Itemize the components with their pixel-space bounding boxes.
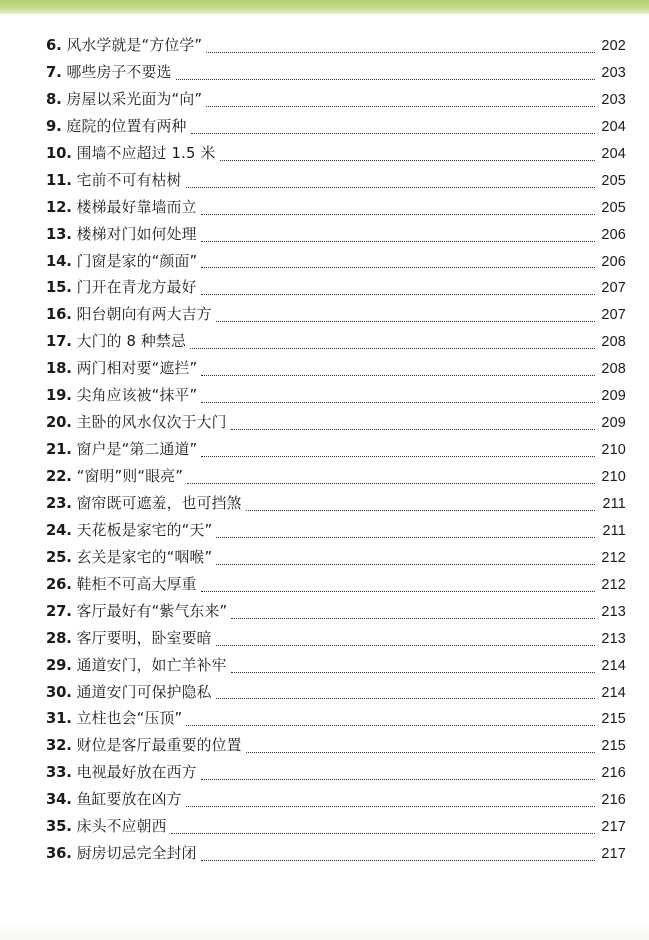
entry-number: 19. bbox=[46, 387, 72, 405]
toc-entry[interactable] bbox=[46, 841, 626, 868]
entry-title: 阳台朝向有两大吉方 bbox=[76, 306, 212, 324]
toc-entry[interactable] bbox=[46, 249, 626, 276]
entry-page: 205 bbox=[601, 199, 626, 216]
toc-entry[interactable] bbox=[46, 410, 626, 437]
dot-leader bbox=[201, 402, 595, 403]
entry-page: 216 bbox=[601, 765, 626, 782]
toc-entry[interactable] bbox=[46, 814, 626, 841]
entry-number: 16. bbox=[46, 306, 72, 324]
entry-number: 22. bbox=[46, 468, 72, 485]
toc-entry[interactable] bbox=[46, 680, 626, 707]
entry-page: 210 bbox=[601, 469, 626, 485]
entry-number: 18. bbox=[46, 360, 72, 378]
dot-leader bbox=[201, 267, 595, 268]
entry-title: “窗明”则“眼亮” bbox=[76, 468, 184, 485]
entry-page: 203 bbox=[601, 91, 626, 108]
entry-number: 6. bbox=[46, 37, 62, 54]
entry-title: 主卧的风水仅次于大门 bbox=[76, 414, 227, 432]
entry-page: 211 bbox=[602, 522, 626, 539]
entry-number: 11. bbox=[46, 171, 72, 189]
toc-entry[interactable] bbox=[46, 464, 626, 491]
entry-page: 212 bbox=[601, 549, 626, 566]
dot-leader bbox=[201, 779, 595, 780]
dot-leader bbox=[220, 160, 595, 161]
entry-number: 24. bbox=[46, 521, 72, 539]
entry-title: 鱼缸要放在凶方 bbox=[76, 791, 182, 809]
entry-title: 庭院的位置有两种 bbox=[66, 117, 187, 135]
entry-page: 215 bbox=[601, 738, 626, 755]
toc-entry[interactable] bbox=[46, 356, 626, 383]
entry-title: 天花板是家宅的“天” bbox=[76, 521, 213, 539]
entry-title: 尖角应该被“抹平” bbox=[76, 387, 198, 405]
toc-entry[interactable] bbox=[46, 787, 626, 814]
entry-number: 31. bbox=[46, 710, 72, 728]
entry-title: 宅前不可有枯树 bbox=[76, 171, 182, 189]
dot-leader bbox=[246, 510, 595, 511]
dot-leader bbox=[231, 672, 595, 673]
toc-entry[interactable] bbox=[46, 87, 626, 114]
dot-leader bbox=[186, 725, 595, 726]
toc-entry[interactable] bbox=[46, 383, 626, 410]
toc-entry[interactable] bbox=[46, 195, 626, 222]
dot-leader bbox=[201, 860, 595, 861]
entry-page: 206 bbox=[601, 226, 626, 243]
entry-title: 大门的 8 种禁忌 bbox=[76, 333, 187, 351]
table-of-contents bbox=[46, 33, 626, 868]
entry-title: 厨房切忌完全封闭 bbox=[76, 845, 197, 863]
dot-leader bbox=[186, 187, 595, 188]
entry-number: 23. bbox=[46, 494, 72, 512]
toc-entry[interactable] bbox=[46, 599, 626, 626]
entry-number: 30. bbox=[46, 683, 72, 701]
entry-number: 17. bbox=[46, 333, 72, 351]
entry-page: 203 bbox=[601, 64, 626, 81]
toc-entry[interactable] bbox=[46, 706, 626, 733]
entry-title: 楼梯对门如何处理 bbox=[76, 225, 197, 243]
dot-leader bbox=[201, 375, 595, 376]
dot-leader bbox=[231, 618, 595, 619]
entry-page: 210 bbox=[601, 442, 626, 459]
entry-number: 8. bbox=[46, 90, 62, 108]
toc-entry[interactable] bbox=[46, 491, 626, 518]
dot-leader bbox=[216, 645, 595, 646]
entry-number: 28. bbox=[46, 629, 72, 647]
entry-number: 35. bbox=[46, 818, 72, 836]
entry-number: 21. bbox=[46, 441, 72, 459]
entry-title: 门窗是家的“颜面” bbox=[76, 252, 198, 270]
dot-leader bbox=[176, 79, 595, 80]
entry-title: 财位是客厅最重要的位置 bbox=[76, 737, 242, 755]
entry-page: 215 bbox=[601, 711, 626, 728]
entry-number: 9. bbox=[46, 117, 62, 135]
entry-number: 33. bbox=[46, 764, 72, 782]
entry-title: 两门相对要“遮拦” bbox=[76, 360, 198, 378]
entry-title: 客厅要明，卧室要暗 bbox=[76, 629, 212, 647]
entry-title: 风水学就是“方位学” bbox=[66, 37, 203, 54]
toc-entry[interactable] bbox=[46, 114, 626, 141]
bottom-page-shade bbox=[0, 922, 649, 940]
entry-number: 32. bbox=[46, 737, 72, 755]
dot-leader bbox=[201, 456, 595, 457]
dot-leader bbox=[190, 348, 595, 349]
dot-leader bbox=[171, 833, 595, 834]
entry-page: 214 bbox=[601, 684, 626, 701]
entry-page: 205 bbox=[601, 172, 626, 189]
entry-page: 207 bbox=[601, 307, 626, 324]
entry-title: 通道安门可保护隐私 bbox=[76, 683, 212, 701]
toc-entry[interactable] bbox=[46, 733, 626, 760]
dot-leader bbox=[216, 537, 595, 538]
entry-title: 通道安门，如亡羊补牢 bbox=[76, 656, 227, 674]
entry-page: 208 bbox=[601, 334, 626, 351]
dot-leader bbox=[201, 294, 595, 295]
entry-number: 25. bbox=[46, 548, 72, 566]
entry-title: 鞋柜不可高大厚重 bbox=[76, 575, 197, 593]
dot-leader bbox=[216, 321, 595, 322]
entry-page: 213 bbox=[601, 630, 626, 647]
entry-number: 12. bbox=[46, 198, 72, 216]
toc-entry[interactable] bbox=[46, 572, 626, 599]
toc-entry[interactable] bbox=[46, 275, 626, 302]
entry-number: 29. bbox=[46, 656, 72, 674]
entry-number: 7. bbox=[46, 63, 62, 81]
entry-title: 围墙不应超过 1.5 米 bbox=[76, 144, 216, 162]
entry-page: 212 bbox=[601, 576, 626, 593]
entry-page: 213 bbox=[601, 603, 626, 620]
dot-leader bbox=[206, 52, 595, 53]
entry-number: 13. bbox=[46, 225, 72, 243]
entry-page: 217 bbox=[601, 846, 626, 863]
toc-entry[interactable] bbox=[46, 141, 626, 168]
entry-title: 楼梯最好靠墙而立 bbox=[76, 198, 197, 216]
entry-title: 哪些房子不要选 bbox=[66, 63, 172, 81]
toc-entry[interactable] bbox=[46, 518, 626, 545]
entry-title: 客厅最好有“紫气东来” bbox=[76, 602, 228, 620]
entry-title: 床头不应朝西 bbox=[76, 818, 167, 836]
toc-entry[interactable] bbox=[46, 626, 626, 653]
entry-title: 电视最好放在西方 bbox=[76, 764, 197, 782]
entry-title: 房屋以采光面为“向” bbox=[66, 90, 203, 108]
entry-title: 窗户是“第二通道” bbox=[76, 441, 198, 459]
toc-entry[interactable] bbox=[46, 545, 626, 572]
dot-leader bbox=[186, 806, 595, 807]
dot-leader bbox=[246, 752, 595, 753]
toc-entry[interactable] bbox=[46, 168, 626, 195]
dot-leader bbox=[216, 564, 595, 565]
entry-page: 202 bbox=[601, 38, 626, 54]
entry-title: 窗帘既可遮羞，也可挡煞 bbox=[76, 494, 242, 512]
entry-page: 207 bbox=[601, 280, 626, 297]
entry-number: 26. bbox=[46, 575, 72, 593]
toc-entry[interactable] bbox=[46, 222, 626, 249]
toc-entry[interactable] bbox=[46, 437, 626, 464]
dot-leader bbox=[191, 133, 595, 134]
entry-page: 209 bbox=[601, 415, 626, 432]
dot-leader bbox=[201, 591, 595, 592]
entry-number: 15. bbox=[46, 279, 72, 297]
entry-number: 14. bbox=[46, 252, 72, 270]
toc-entry[interactable] bbox=[46, 653, 626, 680]
entry-title: 门开在青龙方最好 bbox=[76, 279, 197, 297]
dot-leader bbox=[216, 698, 595, 699]
entry-page: 206 bbox=[601, 253, 626, 270]
dot-leader bbox=[206, 106, 595, 107]
entry-number: 10. bbox=[46, 144, 72, 162]
toc-entry[interactable] bbox=[46, 302, 626, 329]
toc-entry[interactable] bbox=[46, 33, 626, 60]
entry-number: 36. bbox=[46, 845, 72, 863]
entry-page: 204 bbox=[601, 118, 626, 135]
entry-page: 214 bbox=[601, 657, 626, 674]
top-color-band bbox=[0, 0, 649, 14]
entry-page: 204 bbox=[601, 145, 626, 162]
toc-entry[interactable] bbox=[46, 60, 626, 87]
dot-leader bbox=[201, 241, 595, 242]
toc-entry[interactable] bbox=[46, 760, 626, 787]
entry-title: 立柱也会“压顶” bbox=[76, 710, 183, 728]
entry-page: 216 bbox=[601, 792, 626, 809]
entry-page: 208 bbox=[601, 361, 626, 378]
entry-page: 217 bbox=[601, 819, 626, 836]
entry-page: 211 bbox=[602, 495, 626, 512]
entry-number: 34. bbox=[46, 791, 72, 809]
entry-title: 玄关是家宅的“咽喉” bbox=[76, 548, 213, 566]
entry-page: 209 bbox=[601, 388, 626, 405]
toc-entry[interactable] bbox=[46, 329, 626, 356]
entry-number: 27. bbox=[46, 602, 72, 620]
dot-leader bbox=[231, 429, 595, 430]
dot-leader bbox=[201, 214, 595, 215]
entry-number: 20. bbox=[46, 414, 72, 432]
dot-leader bbox=[187, 483, 595, 484]
